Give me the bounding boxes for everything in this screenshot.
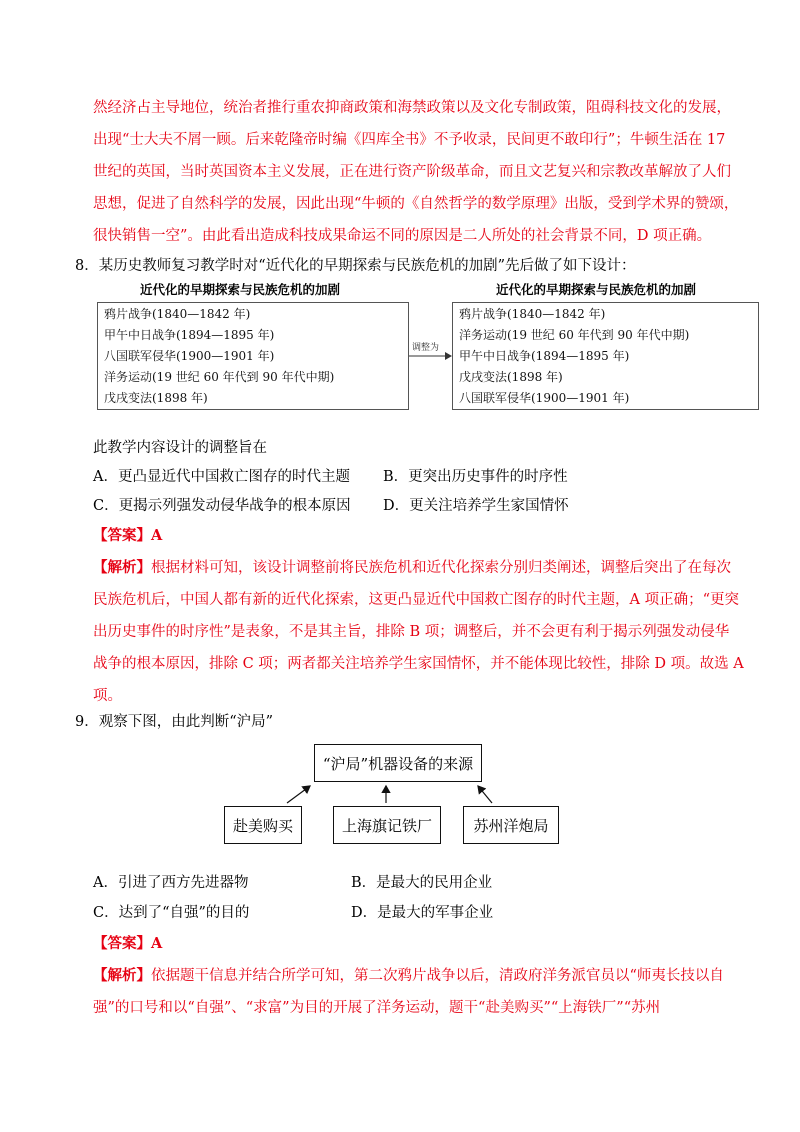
diagram-left-title: 近代化的早期探索与民族危机的加剧 [140,282,341,297]
option-b[interactable]: B．更突出历史事件的时序性 [383,469,568,485]
flow-box-suzhou-arsenal: 苏州洋炮局 [463,806,559,844]
diagram-item: 洋务运动(19 世纪 60 年代到 90 年代中期) [459,328,690,342]
intro-line: 世纪的英国，当时英国资本主义发展，正在进行资产阶级革命，而且文艺复兴和宗教改革解放了人们 [93,164,731,180]
answer-value: A [151,527,163,544]
diagram-item: 甲午中日战争(1894—1895 年) [459,349,630,363]
option-a[interactable]: A．更凸显近代中国救亡图存的时代主题 [93,469,350,485]
analysis-line [93,966,724,986]
analysis-line: 强”的口号和以“自强”、“求富”为目的开展了洋务运动，题干“赴美购买”“上海铁厂”“苏州 [93,1000,661,1016]
option-c[interactable]: C．更揭示列强发动侵华战争的根本原因 [93,498,351,514]
option-c[interactable]: C．达到了“自强”的目的 [93,905,250,921]
analysis-line: 战争的根本原因，排除 C 项；两者都关注培养学生家国情怀，并不能体现比较性，排除 D 项。故选 A [93,656,744,672]
analysis-label: 【解析】 [93,559,151,576]
option-b[interactable]: B．是最大的民用企业 [351,875,493,891]
analysis-text: 根据材料可知，该设计调整前将民族危机和近代化探索分别归类阐述，调整后突出了在每次 [151,560,731,576]
question-stem: 9．观察下图，由此判断“沪局” [75,714,274,730]
diagram-item: 洋务运动(19 世纪 60 年代到 90 年代中期) [104,370,335,384]
analysis-text: 依据题干信息并结合所学可知，第二次鸦片战争以后，清政府洋务派官员以“师夷长技以自 [151,968,724,984]
analysis-label: 【解析】 [93,967,151,984]
option-d[interactable]: D．更关注培养学生家国情怀 [383,498,569,514]
intro-line: 出现“士大夫不屑一顾。后来乾隆帝时编《四库全书》不予收录，民间更不敢印行”；牛顿生活在 17 [93,132,726,148]
diagram-item: 戊戌变法(1898 年) [459,370,563,384]
analysis-line: 项。 [93,688,122,704]
question-stem: 8．某历史教师复习教学时对“近代化的早期探索与民族危机的加剧”先后做了如下设计： [75,258,636,274]
answer-line [93,934,162,954]
intro-line: 思想，促进了自然科学的发展，因此出现“牛顿的《自然哲学的数学原理》出版，受到学术界的赞颂， [93,196,739,212]
question-prompt: 此教学内容设计的调整旨在 [93,440,267,456]
intro-line: 很快销售一空”。由此看出造成科技成果命运不同的原因是二人所处的社会背景不同，D 项正确。 [93,228,712,244]
flow-box-shanghai-factory: 上海旗记铁厂 [333,806,441,844]
answer-value: A [151,935,163,952]
diagram-item: 鸦片战争(1840—1842 年) [459,307,606,321]
arrow-right [478,786,492,803]
diagram-item: 八国联军侵华(1900—1901 年) [104,349,275,363]
arrow-left [287,786,310,803]
flow-top-box: “沪局”机器设备的来源 [314,744,482,782]
adjust-arrow-label: 调整为 [412,343,440,353]
flow-box-purchase: 赴美购买 [224,806,302,844]
answer-label: 【答案】 [93,527,151,544]
diagram-right-title: 近代化的早期探索与民族危机的加剧 [496,282,697,297]
diagram-item: 甲午中日战争(1894—1895 年) [104,328,275,342]
diagram-item: 鸦片战争(1840—1842 年) [104,307,251,321]
diagram-item: 戊戌变法(1898 年) [104,391,208,405]
diagram-item: 八国联军侵华(1900—1901 年) [459,391,630,405]
analysis-line: 出历史事件的时序性”是表象，不是其主旨，排除 B 项；调整后，并不会更有利于揭示列强发动侵华 [93,624,730,640]
intro-line: 然经济占主导地位，统治者推行重农抑商政策和海禁政策以及文化专制政策，阻碍科技文化的发展， [93,100,731,116]
answer-label: 【答案】 [93,935,151,952]
option-a[interactable]: A．引进了西方先进器物 [93,875,249,891]
option-d[interactable]: D．是最大的军事企业 [351,905,494,921]
analysis-line: 民族危机后，中国人都有新的近代化探索，这更凸显近代中国救亡图存的时代主题，A 项正确；“更突 [93,592,739,608]
